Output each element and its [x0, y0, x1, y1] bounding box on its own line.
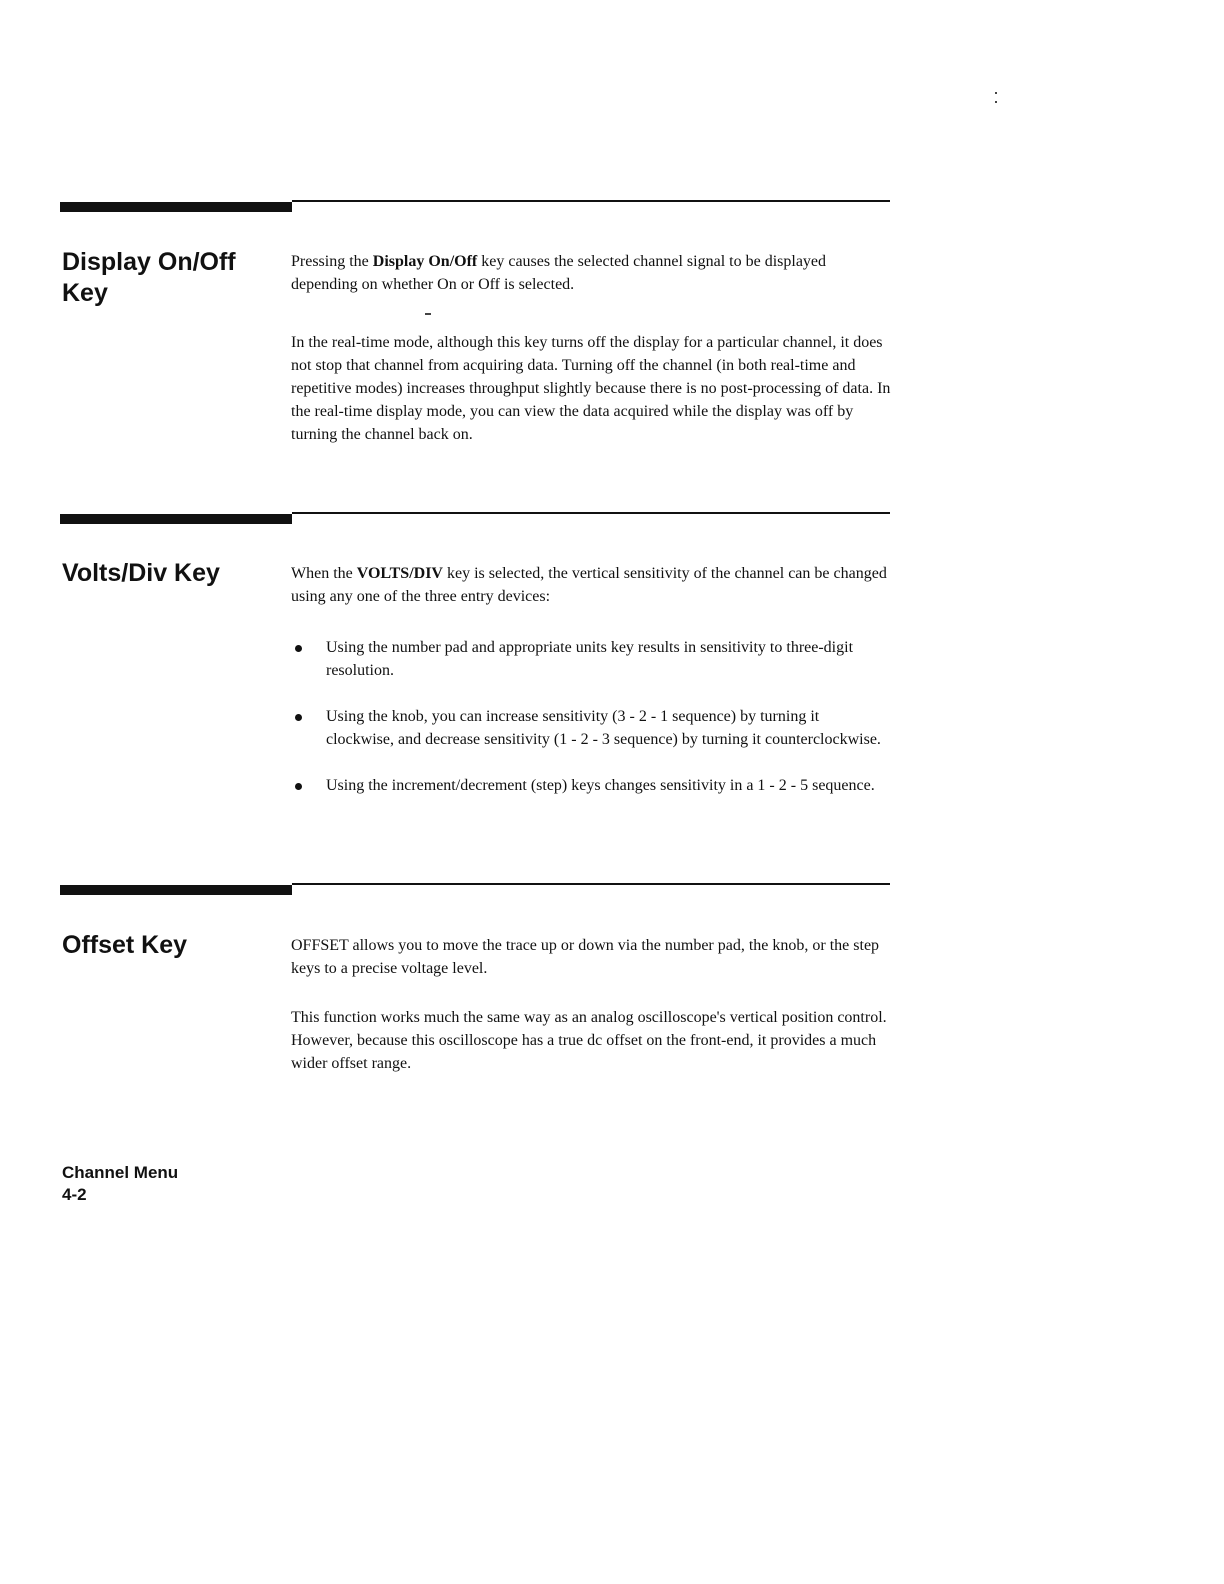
scan-speck: [995, 92, 997, 94]
section-body-offset: [291, 934, 891, 1098]
list-item: Using the increment/decrement (step) keys changes sensitivity in a 1 - 2 - 5 sequence.: [291, 774, 891, 797]
list-item: Using the knob, you can increase sensitivity (3 - 2 - 1 sequence) by turning it clockwise, and decrease sensitivity (1 - 2 - 3 sequence) by turning it counterclockwise.: [291, 705, 891, 751]
bullet-icon: [295, 783, 302, 790]
key-name: VOLTS/DIV: [356, 565, 443, 582]
section-heading-display-on-off: Display On/Off Key: [62, 248, 236, 307]
scan-speck: [995, 101, 997, 103]
section-body-display-on-off: [291, 250, 891, 469]
list-item: Using the number pad and appropriate units key results in sensitivity to three-digit resolution.: [291, 636, 891, 682]
bullet-icon: [295, 714, 302, 721]
key-name: Display On/Off: [372, 253, 478, 270]
entry-device-list: [291, 636, 891, 797]
paragraph: When the VOLTS/DIV key is selected, the vertical sensitivity of the channel can be changed using any one of the three entry devices:: [291, 565, 887, 605]
paragraph: This function works much the same way as an analog oscilloscope's vertical position control. However, because this oscilloscope has a true dc offset on the front-end, it provides a much wider offset range.: [291, 1009, 887, 1072]
page-footer: [62, 1162, 178, 1206]
page-number: 4-2: [62, 1185, 87, 1204]
section-divider: [60, 200, 890, 214]
paragraph: OFFSET allows you to move the trace up or down via the number pad, the knob, or the step keys to a precise voltage level.: [291, 937, 880, 977]
section-divider: [60, 883, 890, 897]
paragraph: Pressing the Display On/Off key causes the selected channel signal to be displayed depending on whether On or Off is selected.: [291, 253, 827, 293]
section-heading-volts-div: Volts/Div Key: [62, 559, 220, 587]
bullet-icon: [295, 645, 302, 652]
paragraph: In the real-time mode, although this key turns off the display for a particular channel, it does not stop that channel from acquiring data. Turning off the channel (in both real-time and repetitive modes) increases throughput slightly because there is no post-processing of data. In the real-time display mode, you can view the data acquired while the display was off by turning the channel back on.: [291, 334, 891, 443]
footer-section-name: Channel Menu: [62, 1163, 179, 1182]
section-heading-offset: Offset Key: [62, 931, 188, 959]
section-body-volts-div: [291, 562, 891, 820]
section-divider: [60, 512, 890, 526]
